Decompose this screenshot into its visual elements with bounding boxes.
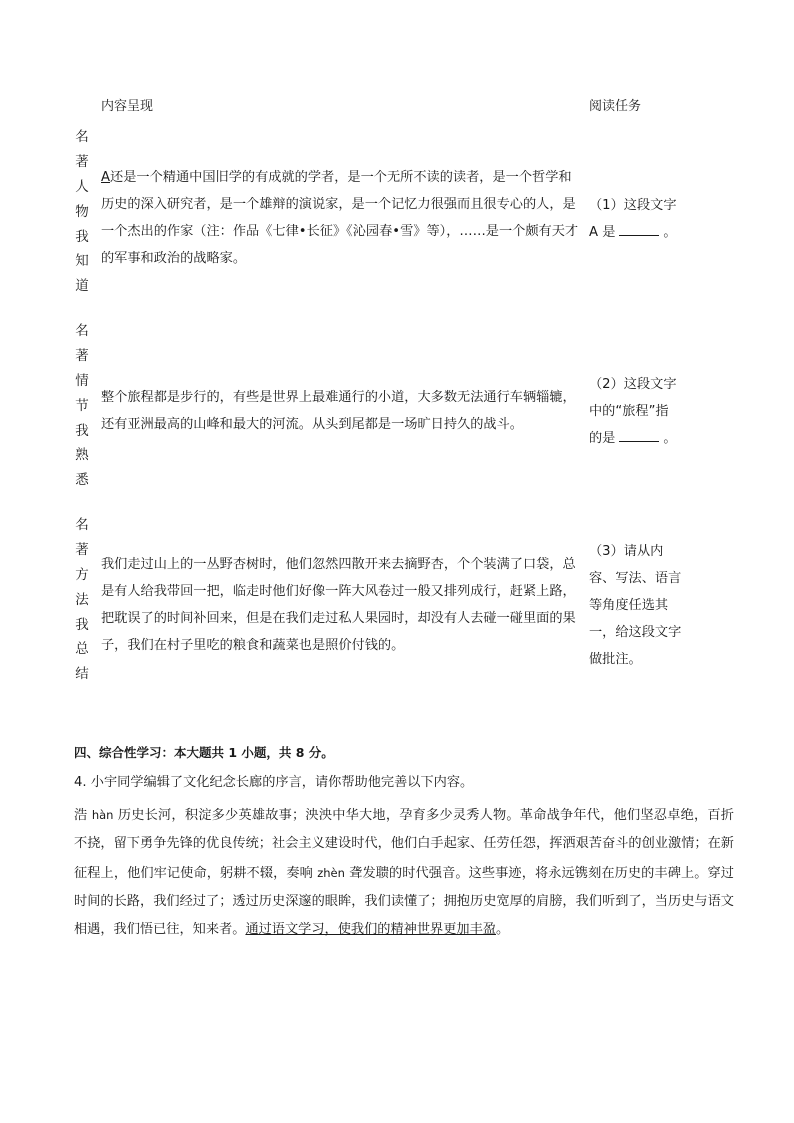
answer-blank-2[interactable]: [619, 427, 659, 442]
header-content: 内容呈现: [101, 99, 154, 114]
row2-content: 整个旅程都是步行的，有些是世界上最难通行的小道，大多数无法通行车辆辎辘，还有亚洲最高的山峰和最大的河流。从头到尾都是一场旷日持久的战斗。: [101, 390, 576, 432]
underlined-sentence: 通过语文学习，使我们的精神世界更加丰盈: [245, 922, 496, 938]
answer-blank-1[interactable]: [619, 221, 659, 236]
row3-task-line: （3）请从内: [589, 544, 664, 559]
row3-task-line: 一，给这段文字: [589, 625, 682, 640]
row3-task: [589, 538, 709, 673]
row2-task-line1: （2）这段文字: [589, 377, 677, 392]
pinyin-han: hàn: [91, 808, 114, 822]
row3-content: 我们走过山上的一丛野杏树时，他们忽然四散开来去摘野杏，个个装满了口袋，总是有人给我带回一把，临走时他们好像一阵大风卷过一般又排列成行，赶紧上路，把耽误了的时间补回来，但是在我们走过私人果园时，却没有人去碰一碰里面的果子，我们在村子里吃的粮食和蔬菜也是照价付钱的。: [101, 557, 576, 653]
left-label-3: 名 著 方 法 我 总 结: [75, 517, 89, 683]
left-label-1: 名 著 人 物 我 知 道: [75, 129, 89, 295]
row3-task-line: 做批注。: [589, 652, 642, 667]
row2-task-line3a: 的是: [589, 431, 616, 446]
preface-paragraph: 浩 hàn 历史长河，积淀多少英雄故事；泱泱中华大地，孕育多少灵秀人物。革命战争年代，他们坚忍卓绝，百折不挠，留下勇争先锋的优良传统；社会主义建设时代，他们白手起家、任劳任怨，挥洒艰苦奋斗的创业激情；在新征程上，他们牢记使命，躬耕不辍，奏响 zhèn 聋发聩的时代强音。这些事迹，将永远镌刻在历史的丰碑上。穿过时间的长路，我们经过了；透过历史深邃的眼眸，我们读懂了；拥抱历史宽厚的肩膀，我们听到了，当历史与语文相遇，我们悟已往，知来者。通过语文学习，使我们的精神世界更加丰盈。: [74, 808, 734, 938]
left-label-2: 名 著 情 节 我 熟 悉: [75, 323, 89, 489]
row2-task: （2）这段文字 中的“旅程”指 的是 。: [589, 371, 709, 452]
row1-task: （1）这段文字 A 是 。: [589, 192, 709, 246]
row1-task-line2a: A 是: [589, 225, 616, 240]
row1-content-prefix: A: [101, 170, 111, 185]
row3-task-line: 等角度任选其: [589, 598, 669, 613]
question-text: 4. 小宇同学编辑了文化纪念长廊的序言，请你帮助他完善以下内容。: [74, 775, 474, 790]
row3-task-line: 容、写法、语言: [589, 571, 682, 586]
row2-task-line2: 中的“旅程”指: [589, 404, 669, 419]
pinyin-zhen: zhèn: [317, 865, 345, 880]
section-title: 四、综合性学习：本大题共 1 小题，共 8 分。: [74, 745, 334, 760]
row1-task-line1: （1）这段文字: [589, 198, 677, 213]
row1-content-text: 还是一个精通中国旧学的有成就的学者，是一个无所不读的读者，是一个哲学和历史的深入研究者，是一个雄辩的演说家，是一个记忆力很强而且很专心的人，是一个杰出的作家（注：作品《七律•长征》《沁园春•雪》等），……是一个颇有天才的军事和政治的战略家。: [101, 170, 579, 266]
header-task: 阅读任务: [589, 99, 642, 114]
row1-content: [101, 164, 581, 272]
